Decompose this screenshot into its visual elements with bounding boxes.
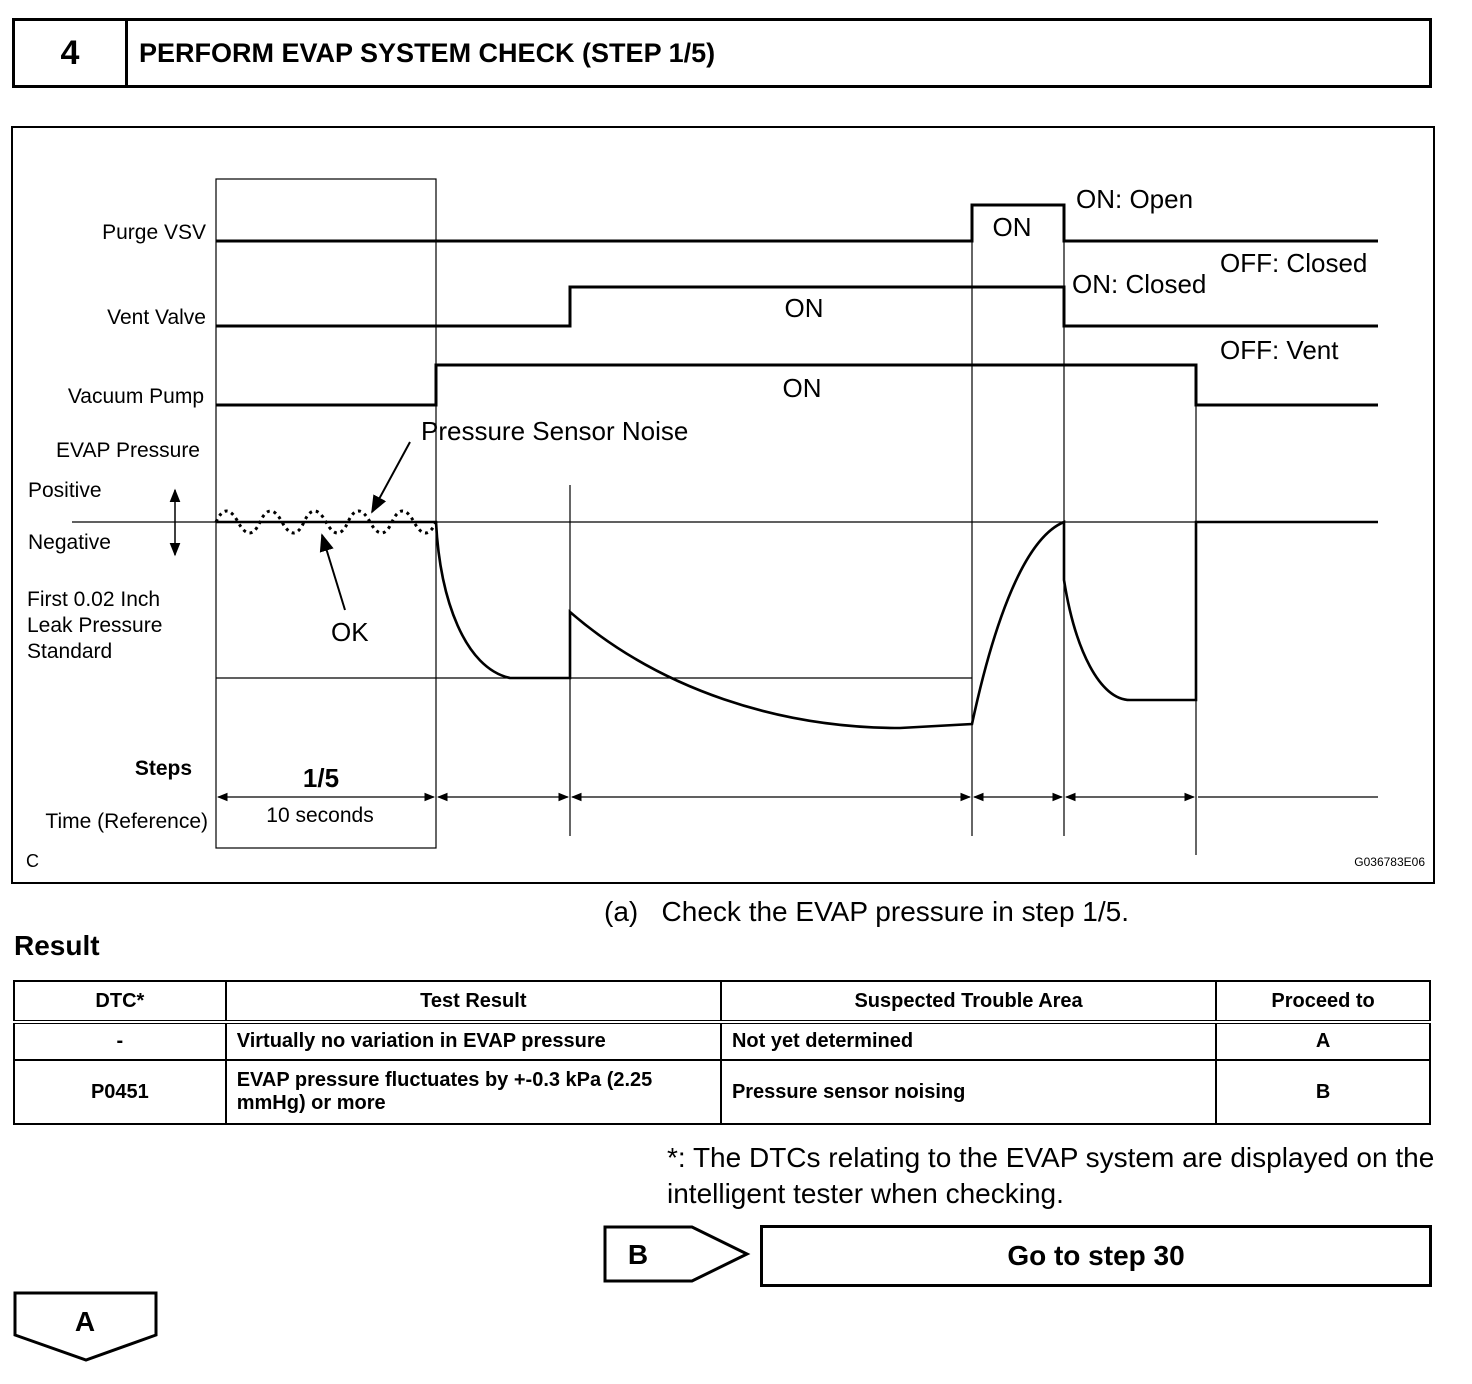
branch-a-label: A bbox=[74, 1306, 96, 1337]
pump-off-state: OFF: Vent bbox=[1220, 335, 1339, 365]
label-positive: Positive bbox=[28, 479, 102, 502]
result-title: Result bbox=[14, 930, 100, 961]
step-window-box bbox=[216, 179, 436, 848]
label-evap-pressure: EVAP Pressure bbox=[56, 439, 200, 462]
noise-label: Pressure Sensor Noise bbox=[421, 416, 689, 446]
corner-letter: C bbox=[26, 851, 39, 871]
label-leak-standard-1: First 0.02 Inch bbox=[27, 588, 161, 611]
table-row bbox=[14, 1022, 1430, 1060]
branch-b-tag[interactable] bbox=[602, 1224, 754, 1286]
purge-vsv-signal bbox=[216, 205, 1378, 241]
label-purge-vsv: Purge VSV bbox=[102, 221, 206, 244]
ok-label: OK bbox=[331, 617, 369, 647]
test-result-cell: Virtually no variation in EVAP pressure bbox=[226, 1022, 721, 1060]
evap-pressure-curve bbox=[216, 522, 1378, 728]
column-header: Proceed to bbox=[1216, 981, 1430, 1022]
label-negative: Negative bbox=[28, 531, 111, 554]
step-number: 4 bbox=[15, 21, 128, 85]
pump-on-label: ON bbox=[782, 373, 822, 403]
table-header-row bbox=[14, 981, 1430, 1022]
dtc-cell: P0451 bbox=[14, 1060, 226, 1124]
step-fraction-label: 1/5 bbox=[302, 763, 340, 793]
test-result-cell: EVAP pressure fluctuates by +-0.3 kPa (2.25 mmHg) or more bbox=[226, 1060, 721, 1124]
label-vent-valve: Vent Valve bbox=[107, 306, 206, 329]
branch-b-label: B bbox=[627, 1239, 649, 1270]
vent-on-label: ON bbox=[784, 293, 824, 323]
column-header: Test Result bbox=[226, 981, 721, 1022]
step-title: PERFORM EVAP SYSTEM CHECK (STEP 1/5) bbox=[139, 37, 716, 68]
label-vacuum-pump: Vacuum Pump bbox=[67, 385, 204, 408]
duration-label: 10 seconds bbox=[266, 804, 374, 827]
label-steps: Steps bbox=[134, 757, 192, 780]
vent-off-state: OFF: Closed bbox=[1220, 248, 1368, 278]
noise-pointer-arrow bbox=[372, 442, 410, 512]
dtc-cell: - bbox=[14, 1022, 226, 1060]
label-time-reference: Time (Reference) bbox=[45, 810, 208, 833]
check-caption: (a) Check the EVAP pressure in step 1/5. bbox=[604, 896, 1129, 927]
phase-divider-lines bbox=[570, 205, 1196, 855]
ok-pointer-arrow bbox=[322, 535, 345, 610]
trouble-area-cell: Pressure sensor noising bbox=[721, 1060, 1216, 1124]
go-to-step-button[interactable]: Go to step 30 bbox=[760, 1225, 1432, 1287]
table-row bbox=[14, 1060, 1430, 1124]
proceed-cell: A bbox=[1216, 1022, 1430, 1060]
result-table bbox=[13, 980, 1431, 1125]
dtc-footnote: *: The DTCs relating to the EVAP system are displayed on the intelligent tester when checking. bbox=[667, 1142, 1435, 1209]
branch-a-tag[interactable] bbox=[12, 1290, 160, 1366]
vent-on-state: ON: Closed bbox=[1072, 269, 1207, 299]
figure-code: G036783E06 bbox=[1354, 855, 1425, 869]
proceed-cell: B bbox=[1216, 1060, 1430, 1124]
purge-on-state: ON: Open bbox=[1076, 184, 1194, 214]
column-header: Suspected Trouble Area bbox=[721, 981, 1216, 1022]
column-header: DTC* bbox=[14, 981, 226, 1022]
label-leak-standard-3: Standard bbox=[27, 640, 113, 663]
trouble-area-cell: Not yet determined bbox=[721, 1022, 1216, 1060]
purge-on-label: ON bbox=[992, 212, 1032, 242]
label-leak-standard-2: Leak Pressure bbox=[27, 614, 163, 637]
